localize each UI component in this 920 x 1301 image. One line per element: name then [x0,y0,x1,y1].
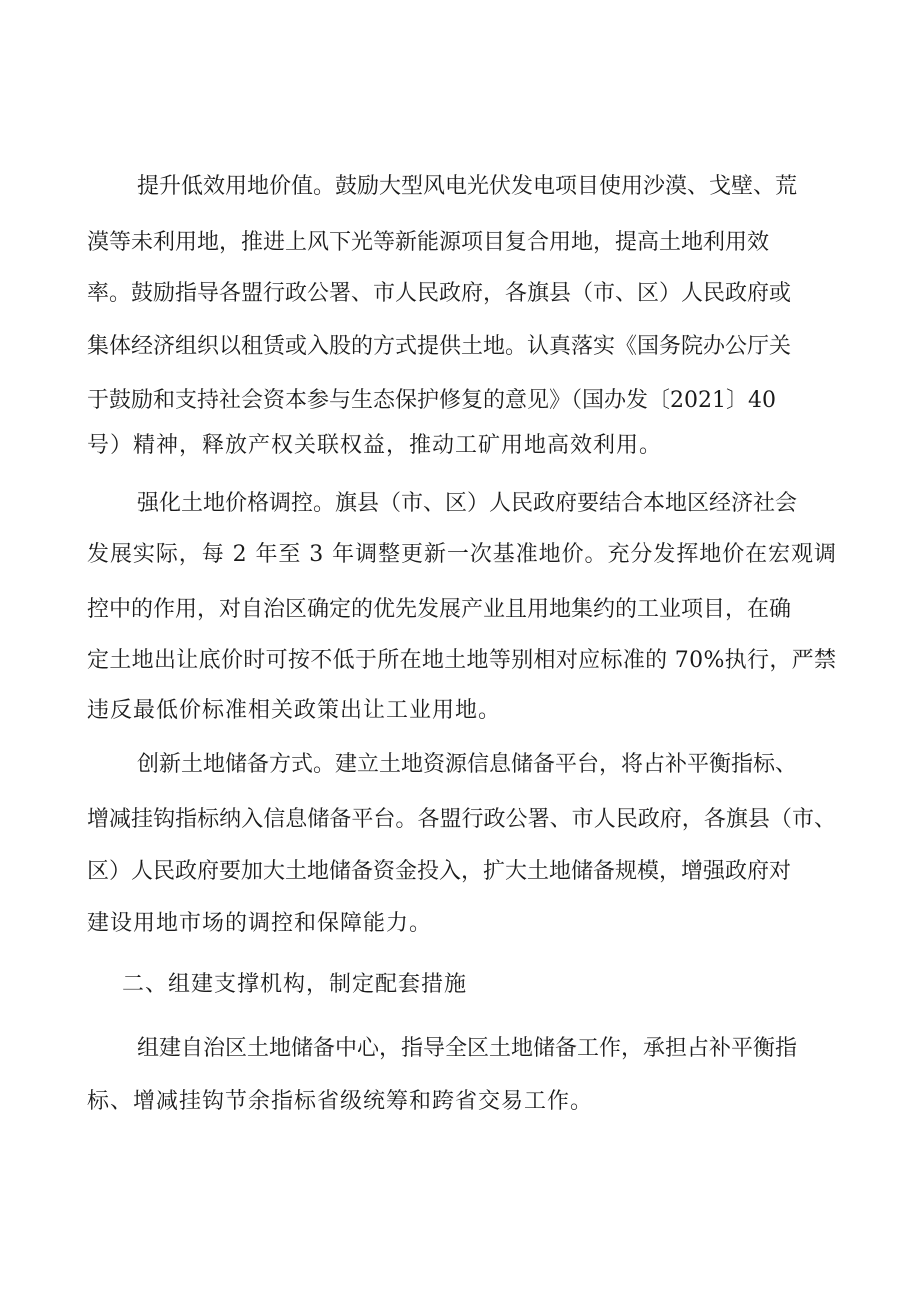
paragraph-line: 发展实际，每 2 年至 3 年调整更新一次基准地价。充分发挥地价在宏观调 [87,542,837,567]
paragraph-line: 建设用地市场的调控和保障能力。 [87,911,433,936]
paragraph-line: 号）精神，释放产权关联权益，推动工矿用地高效利用。 [87,433,663,458]
paragraph-line: 增减挂钩指标纳入信息储备平台。各盟行政公署、市人民政府，各旗县（市、 [87,807,837,832]
paragraph-line: 强化土地价格调控。旗县（市、区）人民政府要结合本地区经济社会 [137,491,798,516]
paragraph-line: 率。鼓励指导各盟行政公署、市人民政府，各旗县（市、区）人民政府或 [87,281,792,306]
paragraph-line: 漠等未利用地，推进上风下光等新能源项目复合用地，提高土地利用效 [87,230,770,255]
paragraph-line: 组建自治区土地储备中心，指导全区土地储备工作，承担占补平衡指 [137,1036,798,1061]
paragraph-line: 提升低效用地价值。鼓励大型风电光伏发电项目使用沙漠、戈壁、荒 [137,174,798,199]
paragraph-line: 定土地出让底价时可按不低于所在地土地等别相对应标准的 70%执行，严禁 [87,648,837,673]
paragraph-line: 标、增减挂钩节余指标省级统筹和跨省交易工作。 [87,1089,594,1114]
section-heading: 二、组建支撑机构，制定配套措施 [122,972,468,997]
paragraph-line: 违反最低价标准相关政策出让工业用地。 [87,698,502,723]
paragraph-line: 区）人民政府要加大土地储备资金投入，扩大土地储备规模，增强政府对 [87,859,792,884]
paragraph-line: 创新土地储备方式。建立土地资源信息储备平台，将占补平衡指标、 [137,752,798,777]
paragraph-line: 集体经济组织以租赁或入股的方式提供土地。认真落实《国务院办公厅关 [87,334,792,359]
paragraph-line: 于鼓励和支持社会资本参与生态保护修复的意见》（国办发〔2021〕40 [87,388,776,413]
paragraph-line: 控中的作用，对自治区确定的优先发展产业且用地集约的工业项目，在确 [87,597,792,622]
